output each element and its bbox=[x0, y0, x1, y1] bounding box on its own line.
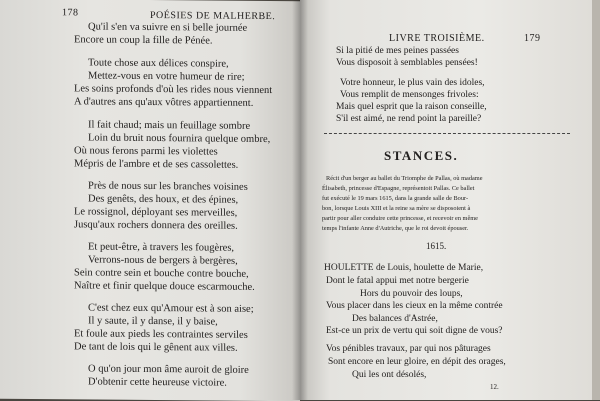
verse-line: Vos pénibles travaux, par qui nos pâturages bbox=[326, 344, 491, 354]
intro-line: temps l'infante Anne d'Autriche, que le roi devoit épouser. bbox=[322, 225, 469, 232]
intro-line: Élisabeth, princesse d'Espagne, représentoit Pallas. Ce ballet bbox=[322, 185, 475, 192]
book-gutter bbox=[292, 0, 308, 400]
verse-line: Et foule aux pieds les contraintes serviles bbox=[74, 328, 248, 341]
section-divider bbox=[324, 133, 570, 134]
verse-line: Sont encore en leur gloire, en dépit des orages, bbox=[328, 357, 506, 367]
verse-line: Vous disposoit à semblables pensées! bbox=[336, 58, 478, 68]
verse-line: Des balances d'Astrée, bbox=[352, 314, 438, 324]
verse-line: Les soins profonds d'où les rides nous viennent bbox=[74, 83, 273, 97]
intro-line: partir pour aller conduire cette princesse, et recevoir en même bbox=[322, 215, 478, 222]
verse-line: S'il est aimé, ne rend point la pareille? bbox=[336, 114, 482, 124]
page-number: 179 bbox=[524, 33, 541, 44]
verse-line: Mépris de l'ambre et de ses cassolettes. bbox=[74, 158, 239, 171]
verse-line: C'est chez eux qu'Amour est à son aise; bbox=[88, 302, 254, 315]
verse-line: Votre honneur, le plus vain des idoles, bbox=[340, 78, 485, 88]
running-head: LIVRE TROISIÈME. bbox=[389, 33, 485, 44]
verse-line: Et peut-être, à travers les fougères, bbox=[88, 241, 235, 254]
verse-line: Loin du bruit nous fournira quelque ombre, bbox=[88, 132, 271, 146]
verse-line: Dont le fatal appui met notre bergerie bbox=[326, 276, 469, 286]
verse-line: Mettez-vous en votre humeur de rire; bbox=[88, 70, 245, 83]
year: 1615. bbox=[426, 241, 447, 251]
verse-line: Près de nous sur les branches voisines bbox=[88, 180, 248, 193]
verse-line: Qui les ont désolés, bbox=[352, 370, 427, 380]
verse-line: Hors du pouvoir des loups, bbox=[360, 289, 463, 299]
running-head: POÉSIES DE MALHERBE. bbox=[150, 10, 276, 23]
right-page bbox=[300, 0, 600, 400]
verse-line: Verrons-nous de bergers à bergères, bbox=[88, 254, 238, 267]
verse-line: Où nous ferons parmi les violettes bbox=[74, 145, 218, 158]
verse-line: Il y saute, il y danse, il y baise, bbox=[88, 315, 218, 328]
verse-line: De tant de lois qui le gênent aux villes. bbox=[74, 341, 238, 354]
verse-line: Naître et finir quelque douce escarmouche. bbox=[74, 280, 255, 293]
section-title: STANCES. bbox=[384, 148, 459, 163]
verse-line: O qu'on jour mon âme auroit de gloire bbox=[88, 363, 249, 376]
verse-line: A d'autres ans qu'aux vôtres appartiennent. bbox=[74, 96, 254, 109]
verse-line: Vous remplit de mensonges frivoles: bbox=[340, 90, 479, 100]
verse-line: Qu'il s'en va suivre en si belle journée bbox=[88, 21, 248, 34]
verse-line: Le rossignol, déployant ses merveilles, bbox=[74, 206, 238, 219]
signature-mark: 12. bbox=[490, 383, 499, 391]
verse-line: Toute chose aux délices conspire, bbox=[88, 57, 229, 70]
verse-line: Des genêts, des houx, et des épines, bbox=[88, 193, 239, 206]
page-edge bbox=[592, 0, 600, 400]
intro-line: fut exécuté le 19 mars 1615, dans la grande salle de Bour- bbox=[322, 195, 469, 202]
verse-line: HOULETTE de Louis, houlette de Marie, bbox=[324, 263, 484, 273]
intro-line: bon, lorsque Louis XIII et la reine sa mère se disposoient à bbox=[322, 205, 471, 212]
verse-line: Si la pitié de mes peines passées bbox=[336, 46, 459, 56]
page-number: 178 bbox=[62, 7, 79, 19]
verse-line: D'obtenir cette heureuse victoire. bbox=[88, 376, 227, 389]
verse-line: Sein contre sein et bouche contre bouche, bbox=[74, 267, 249, 280]
verse-line: Mais quel esprit que la raison conseille, bbox=[336, 102, 487, 112]
intro-line: Récit d'un berger au ballet du Triomphe de Pallas, où madame bbox=[326, 175, 483, 182]
verse-line: Jusqu'aux rochers donnera des oreilles. bbox=[74, 219, 238, 232]
verse-line: Vous placer dans les cieux en la même contrée bbox=[326, 301, 503, 311]
verse-line: Encore un coup la fille de Pénée. bbox=[74, 34, 213, 47]
verse-line: Est-ce un prix de vertu qui soit digne de vous? bbox=[326, 326, 503, 336]
verse-line: Il fait chaud; mais un feuillage sombre bbox=[88, 119, 251, 132]
